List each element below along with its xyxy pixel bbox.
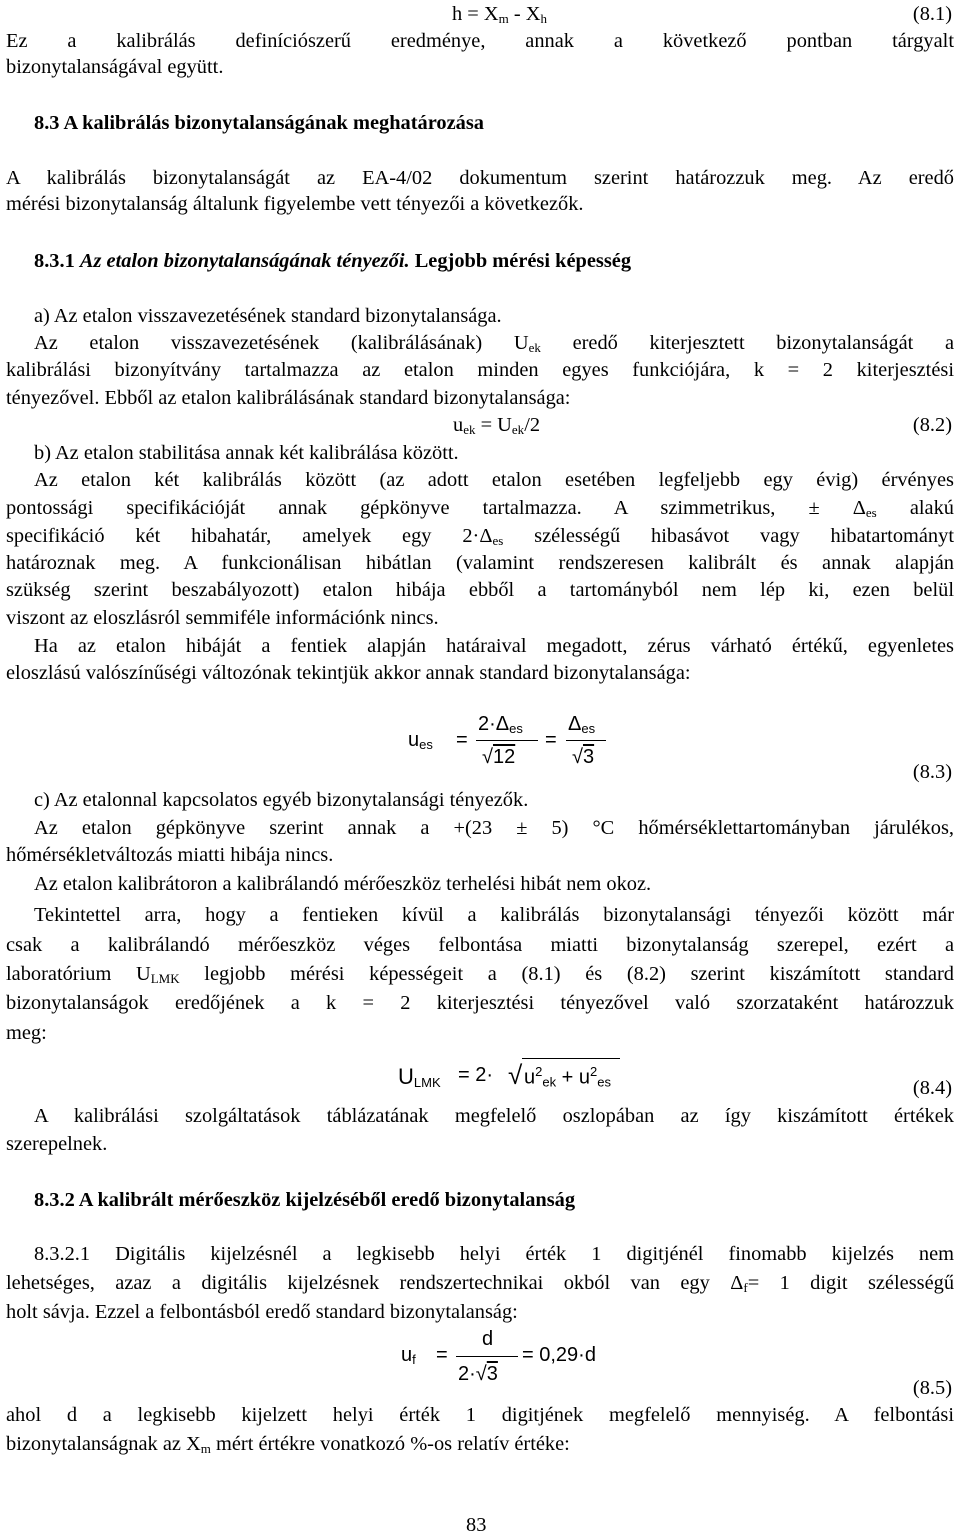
- paragraph-line: A kalibrálás bizonytalanságát az EA-4/02 dokumentum szerint határozzuk meg. Az eredő: [6, 167, 954, 189]
- section-heading-8-3-2: 8.3.2 A kalibrált mérőeszköz kijelzéséből eredő bizonytalanság: [34, 1189, 576, 1211]
- paragraph-line: 8.3.2.1 Digitális kijelzésnél a legkisebb helyi érték 1 digitjénél finomabb kijelzés nem: [34, 1243, 954, 1265]
- paragraph-line: lehetséges, azaz a digitális kijelzésnek rendszertechnikai okból van egy $\Delta_f= 1$ digit szélességű: [6, 1272, 955, 1295]
- section-heading-8-3: 8.3 A kalibrálás bizonytalanságának meghatározása: [34, 112, 484, 134]
- paragraph-line: pontossági specifikációját annak gépkönyve tartalmazza. A szimmetrikus, ± $\Delta_{es}$ alakú: [6, 497, 954, 520]
- page-number: 83: [466, 1514, 487, 1536]
- paragraph-line: specifikáció két hibahatár, amelyek egy $2\cdot\Delta_{es}$ szélességű hibasávot vagy hibatartományt: [6, 525, 954, 548]
- paragraph-line: határoznak meg. A funkcionálisan hibátlan (valamint rendszeresen kalibrált és annak alapján: [6, 552, 954, 574]
- equation-number: (8.1): [912, 3, 952, 25]
- paragraph-line: mérési bizonytalanság általunk figyelembe vett tényezői a következők.: [6, 193, 584, 215]
- paragraph-line: Az etalon visszavezetésének (kalibrálásának) $U_{ek}$ eredő kiterjesztett bizonytalanságát a: [34, 332, 955, 355]
- equation-8-2: $u_{ek} = U_{ek}/2$: [453, 414, 541, 437]
- equation-number: (8.2): [912, 414, 952, 436]
- paragraph-line: holt sávja. Ezzel a felbontásból eredő standard bizonytalanság:: [6, 1301, 518, 1323]
- paragraph-line: Az etalon kalibrátoron a kalibrálandó mérőeszköz terhelési hibát nem okoz.: [34, 873, 652, 895]
- paragraph-line: Az etalon gépkönyve szerint annak a +(23 ± 5) °C hőmérséklettartományban járulékos,: [34, 817, 954, 839]
- paragraph-line: bizonytalanságnak az $X_m$ mért értékre vonatkozó %-os relatív értéke:: [6, 1433, 570, 1456]
- paragraph-line: bizonytalanságok eredőjének a k = 2 kiterjesztési tényezővel való szorzataként határozzuk: [6, 992, 954, 1014]
- paragraph-line: hőmérsékletváltozás miatti hibája nincs.: [6, 844, 334, 866]
- equation-number: (8.3): [912, 761, 952, 783]
- equation-number: (8.5): [912, 1377, 952, 1399]
- paragraph-line: eloszlású valószínűségi változónak tekintjük akkor annak standard bizonytalansága:: [6, 662, 691, 684]
- section-heading-8-3-1: 8.3.1 Az etalon bizonytalanságának tényezői. Legjobb mérési képesség: [34, 250, 632, 272]
- paragraph-line: szerepelnek.: [6, 1133, 108, 1155]
- paragraph-line: Ha az etalon hibáját a fentiek alapján határaival megadott, zérus várható értékű, egyenletes: [34, 635, 954, 657]
- paragraph-line: viszont az eloszlásról semmiféle információnk nincs.: [6, 607, 439, 629]
- paragraph-line: Ez a kalibrálás definíciószerű eredménye, annak a következő pontban tárgyalt: [6, 30, 954, 52]
- paragraph-line: szükség szerint beszabályozott) etalon hibája ebből a tartományból nem lép ki, ezen belül: [6, 579, 954, 601]
- paragraph-line: ahol d a legkisebb kijelzett helyi érték 1 digitjének megfelelő mennyiség. A felbontási: [6, 1404, 954, 1426]
- equation-8-1: $h = X_m - X_h$: [452, 3, 547, 26]
- paragraph-line: csak a kalibrálandó mérőeszköz véges felbontása miatti bizonytalanság szerepel, ezért a: [6, 934, 954, 956]
- paragraph-line: Az etalon két kalibrálás között (az adott etalon esetében legfeljebb egy évig) érvényes: [34, 469, 954, 491]
- item-b: b) Az etalon stabilitása annak két kalibrálása között.: [34, 442, 459, 464]
- paragraph-line: laboratórium $U_{LMK}$ legjobb mérési képességeit a (8.1) és (8.2) szerint kiszámított standard: [6, 963, 954, 986]
- equation-number: (8.4): [912, 1077, 952, 1099]
- paragraph-line: meg:: [6, 1022, 47, 1044]
- item-c: c) Az etalonnal kapcsolatos egyéb bizonytalansági tényezők.: [34, 789, 529, 811]
- paragraph-line: A kalibrálási szolgáltatások táblázatának megfelelő oszlopában az így kiszámított értékek: [34, 1105, 954, 1127]
- paragraph-line: bizonytalanságával együtt.: [6, 56, 224, 78]
- paragraph-line: Tekintettel arra, hogy a fentieken kívül a kalibrálás bizonytalansági tényezői között már: [34, 904, 954, 926]
- item-a: a) Az etalon visszavezetésének standard bizonytalansága.: [34, 305, 502, 327]
- paragraph-line: tényezővel. Ebből az etalon kalibrálásának standard bizonytalansága:: [6, 387, 571, 409]
- paragraph-line: kalibrálási bizonyítvány tartalmazza az etalon minden egyes funkciójára, k = 2 kiterjesztési: [6, 359, 954, 381]
